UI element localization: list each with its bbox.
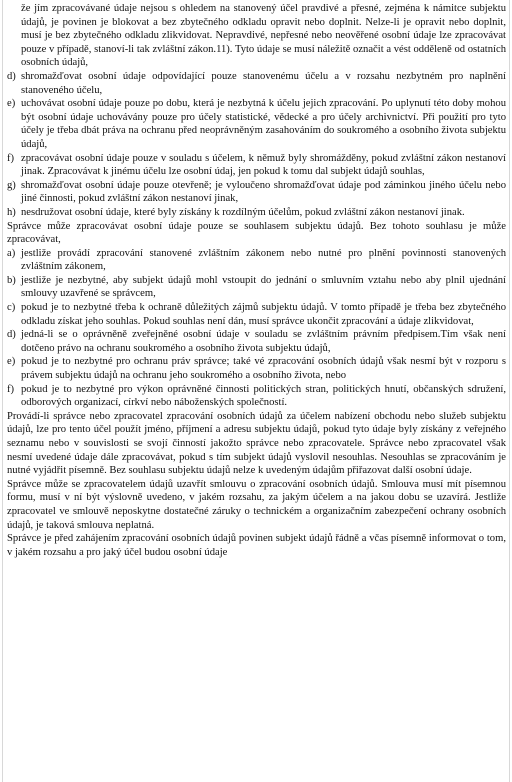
list-item (7, 152, 506, 179)
list-item (7, 328, 506, 355)
obligations-list (7, 70, 506, 220)
list-item-text: jestliže provádí zpracování stanovené zvláštním zákonem nebo nutné pro plnění povinnosti stanovených zvláštním zákonem, (21, 247, 506, 273)
list-item-text: uchovávat osobní údaje pouze po dobu, která je nezbytná k účelu jejich zpracování. Po uplynutí této doby mohou být osobní údaje uchovávány pouze pro účely statistické, vědecké a pro účely archivnictví. Při použití pro tyto účely je třeba dbát práva na ochranu před neoprávněným zasahováním do soukromého a osobního života subjektu údajů, (21, 98, 506, 150)
marketing-paragraph: Provádí-li správce nebo zpracovatel zpracování osobních údajů za účelem nabízení obchodu nebo služeb subjektu údajů, lze pro tento účel použít jméno, příjmení a adresu subjektu údajů, pokud tyto údaje byly získány z veřejného seznamu nebo v souvislosti se svojí činností jakožto správce nebo zpracovatele. Správce nebo zpracovatel však nesmí uvedené údaje dále zpracovávat, pokud s tím subjekt údajů vyslovil nesouhlas. Nesouhlas se zpracováním je nutné vyjádřit písemně. Bez souhlasu subjektu údajů nelze k uvedeným údajům přiřazovat další osobní údaje. (7, 410, 506, 477)
intro-continuation: že jím zpracovávané údaje nejsou s ohledem na stanovený účel pravdivé a přesné, zejména k námitce subjektu údajů, je povinen je blokovat a bez zbytečného odkladu opravit nebo doplnit. Nelze-li je opravit nebo doplnit, musí je bez zbytečného odkladu zlikvidovat. Nepravdivé, nepřesné nebo neověřené osobní údaje lze zpracovávat pouze v případě, stanoví-li tak zvláštní zákon.11). Tyto údaje se musí náležitě označit a vést odděleně od ostatních osobních údajů, (21, 3, 506, 69)
list-item (7, 355, 506, 382)
list-item-text: pokud je to nezbytné pro výkon oprávněné činnosti politických stran, politických hnutí, občanských sdružení, odborových organizací, církví nebo náboženských společností. (21, 383, 506, 409)
list-marker: d) (7, 329, 16, 341)
list-marker: h) (7, 206, 16, 218)
list-item (7, 274, 506, 301)
processor-contract-paragraph: Správce může se zpracovatelem údajů uzavřít smlouvu o zpracování osobních údajů. Smlouva musí mít písemnou formu, musí v ní být výslovně uvedeno, v jakém rozsahu, za jakým účelem a na jakou dobu se uzavírá. Jestliže zpracovatel ve smlouvě neposkytne dostatečné záruky o technickém a organizačním zabezpečení ochrany osobních údajů, je taková smlouva neplatná. (7, 478, 506, 531)
list-item-text: zpracovávat osobní údaje pouze v souladu s účelem, k němuž byly shromážděny, pokud zvláštní zákon nestanoví jinak. Zpracovávat k jinému účelu lze osobní údaj, jen pokud k tomu dal subjekt údajů souhlas, (21, 152, 506, 178)
list-item-text: jestliže je nezbytné, aby subjekt údajů mohl vstoupit do jednání o smluvním vztahu nebo aby plnil ujednání smlouvy uzavřené se správcem, (21, 274, 506, 300)
list-item-text: nesdružovat osobní údaje, které byly získány k rozdílným účelům, pokud zvláštní zákon nestanoví jinak. (21, 206, 465, 218)
list-marker: c) (7, 302, 16, 314)
list-marker: e) (7, 356, 16, 368)
document-page (2, 0, 510, 782)
list-item-text: pokud je to nezbytné třeba k ochraně důležitých zájmů subjektu údajů. V tomto případě je třeba bez zbytečného odkladu získat jeho souhlas. Pokud souhlas není dán, musí správce ukončit zpracování a údaje zlikvidovat, (21, 302, 506, 327)
list-marker: b) (7, 274, 16, 286)
exceptions-list (7, 247, 506, 410)
list-marker: f) (7, 152, 15, 164)
list-item (7, 97, 506, 151)
list-item (7, 179, 506, 206)
list-marker: g) (7, 179, 16, 191)
information-duty-paragraph: Správce je před zahájením zpracování osobních údajů povinen subjekt údajů řádně a včas písemně informovat o tom, v jakém rozsahu a pro jaký účel budou osobní údaje (7, 533, 506, 558)
list-item (7, 206, 506, 220)
consent-paragraph: Správce může zpracovávat osobní údaje pouze se souhlasem subjektu údajů. Bez tohoto souhlasu je může zpracovávat, (7, 220, 506, 246)
list-item-text: jedná-li se o oprávněně zveřejněné osobní údaje v souladu se zvláštním právním předpisem.Tím však není dotčeno právo na ochranu soukromého a osobního života subjektu údajů, (21, 329, 506, 354)
list-item (7, 301, 506, 328)
list-item (7, 383, 506, 410)
list-item-text: shromažďovat osobní údaje pouze otevřeně; je vyloučeno shromažďovat údaje pod záminkou jiného účelu nebo jiné činnosti, pokud zvláštní zákon nestanoví jinak, (21, 179, 506, 205)
list-item (7, 247, 506, 274)
list-item-text: pokud je to nezbytné pro ochranu práv správce; také vé zpracování osobních údajů však nesmí být v rozporu s právem subjektu údajů na ochranu jeho soukromého a osobního života, nebo (21, 356, 506, 382)
list-item (7, 70, 506, 97)
list-marker: a) (7, 247, 16, 259)
list-marker: f) (7, 383, 15, 395)
list-item-text: shromažďovat osobní údaje odpovídající pouze stanovenému účelu a v rozsahu nezbytném pro naplnění stanoveného účelu, (21, 70, 506, 96)
list-marker: e) (7, 98, 16, 110)
list-marker: d) (7, 70, 16, 82)
